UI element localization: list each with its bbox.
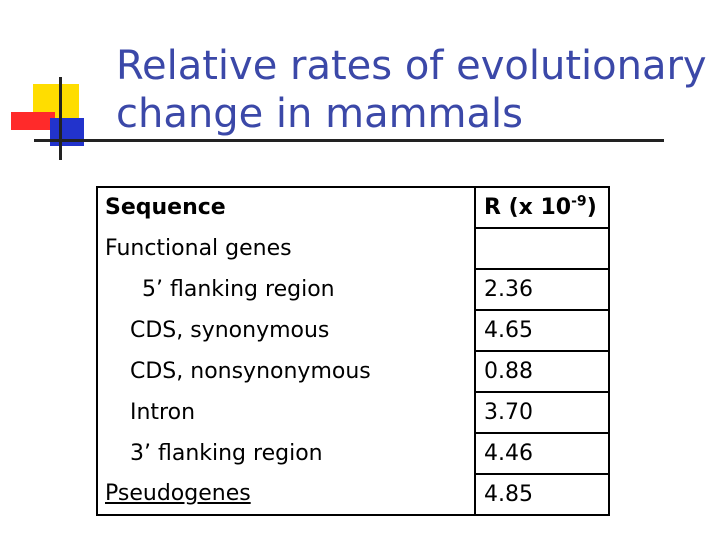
row-value: 2.36 <box>475 269 609 310</box>
header-rate-suffix: ) <box>586 194 597 220</box>
slide-title <box>116 42 706 138</box>
row-label: 5’ flanking region <box>97 269 475 310</box>
table-row <box>97 392 609 433</box>
header-rate-prefix: R (x 10 <box>484 194 572 220</box>
table-row <box>97 351 609 392</box>
row-label: Intron <box>97 392 475 433</box>
row-label: Functional genes <box>97 228 475 269</box>
row-value: 4.65 <box>475 310 609 351</box>
table-row <box>97 433 609 474</box>
row-value <box>475 228 609 269</box>
title-underline-rule <box>34 139 664 142</box>
header-rate-exponent: -9 <box>571 193 587 210</box>
row-value: 4.85 <box>484 481 533 507</box>
row-label: Pseudogenes <box>97 474 475 515</box>
row-value: 0.88 <box>475 351 609 392</box>
vertical-rule-line <box>59 77 62 160</box>
header-rate <box>475 187 609 228</box>
row-value: 4.46 <box>475 433 609 474</box>
slide-title-line-2: change in mammals <box>116 91 523 137</box>
red-bar-shape <box>11 112 55 130</box>
table-row <box>97 269 609 310</box>
evolution-rates-table <box>96 186 610 516</box>
slide-title-line-1: Relative rates of evolutionary <box>116 43 707 89</box>
table-header-row <box>97 187 609 228</box>
table-row <box>97 228 609 269</box>
slide-decoration-logo <box>0 0 120 170</box>
row-value: 3.70 <box>475 392 609 433</box>
table-row <box>97 310 609 351</box>
header-sequence: Sequence <box>97 187 475 228</box>
row-label: CDS, synonymous <box>97 310 475 351</box>
row-label: 3’ flanking region <box>97 433 475 474</box>
row-label: CDS, nonsynonymous <box>97 351 475 392</box>
table-row <box>97 474 609 515</box>
